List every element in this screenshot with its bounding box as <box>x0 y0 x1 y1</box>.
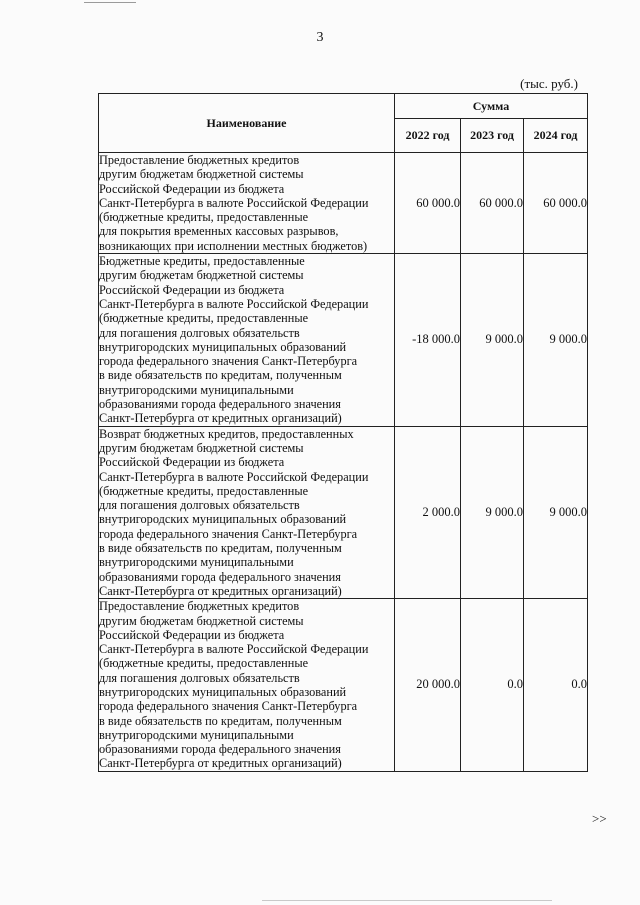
value-2024: 9 000.0 <box>524 426 588 599</box>
table-row <box>99 426 588 599</box>
table-row <box>99 254 588 427</box>
value-2023: 9 000.0 <box>461 426 524 599</box>
value-2023: 0.0 <box>461 599 524 772</box>
value-2023: 9 000.0 <box>461 254 524 427</box>
row-description: Предоставление бюджетных кредитов другим бюджетам бюджетной системы Российской Федерации из бюджета Санкт-Петербурга в валюте Российской Федерации (бюджетные кредиты, предоставленные для погашения долговых обязательств внутригородских муниципальных образований города федерального значения Санкт-Петербурга в виде обязательств по кредитам, полученным внутригородскими муниципальными образованиями города федерального значения Санкт-Петербурга от кредитных организаций) <box>99 599 395 772</box>
row-description: Бюджетные кредиты, предоставленные другим бюджетам бюджетной системы Российской Федерации из бюджета Санкт-Петербурга в валюте Российской Федерации (бюджетные кредиты, предоставленные для погашения долговых обязательств внутригородских муниципальных образований города федерального значения Санкт-Петербурга в виде обязательств по кредитам, полученным внутригородскими муниципальными образованиями города федерального значения Санкт-Петербурга от кредитных организаций) <box>99 254 395 427</box>
table-row <box>99 599 588 772</box>
column-header-year-2022: 2022 год <box>395 119 461 153</box>
value-2022: -18 000.0 <box>395 254 461 427</box>
page-number: 3 <box>316 30 324 45</box>
column-header-year-2023: 2023 год <box>461 119 524 153</box>
units-label: (тыс. руб.) <box>520 76 578 91</box>
continuation-mark: >> <box>592 811 607 826</box>
column-header-name: Наименование <box>99 94 395 153</box>
budget-credits-table <box>98 93 588 772</box>
column-header-year-2024: 2024 год <box>524 119 588 153</box>
row-description: Возврат бюджетных кредитов, предоставленных другим бюджетам бюджетной системы Российской Федерации из бюджета Санкт-Петербурга в валюте Российской Федерации (бюджетные кредиты, предоставленные для погашения долговых обязательств внутригородских муниципальных образований города федерального значения Санкт-Петербурга в виде обязательств по кредитам, полученным внутригородскими муниципальными образованиями города федерального значения Санкт-Петербурга от кредитных организаций) <box>99 426 395 599</box>
value-2024: 60 000.0 <box>524 153 588 254</box>
table-row <box>99 153 588 254</box>
value-2022: 20 000.0 <box>395 599 461 772</box>
scan-artifact-line <box>84 2 136 3</box>
value-2024: 0.0 <box>524 599 588 772</box>
value-2022: 2 000.0 <box>395 426 461 599</box>
column-header-sum: Сумма <box>395 94 588 119</box>
row-description: Предоставление бюджетных кредитов другим бюджетам бюджетной системы Российской Федерации из бюджета Санкт-Петербурга в валюте Российской Федерации (бюджетные кредиты, предоставленные для покрытия временных кассовых разрывов, возникающих при исполнении местных бюджетов) <box>99 153 395 254</box>
value-2022: 60 000.0 <box>395 153 461 254</box>
value-2023: 60 000.0 <box>461 153 524 254</box>
scan-artifact-line <box>262 900 552 901</box>
value-2024: 9 000.0 <box>524 254 588 427</box>
